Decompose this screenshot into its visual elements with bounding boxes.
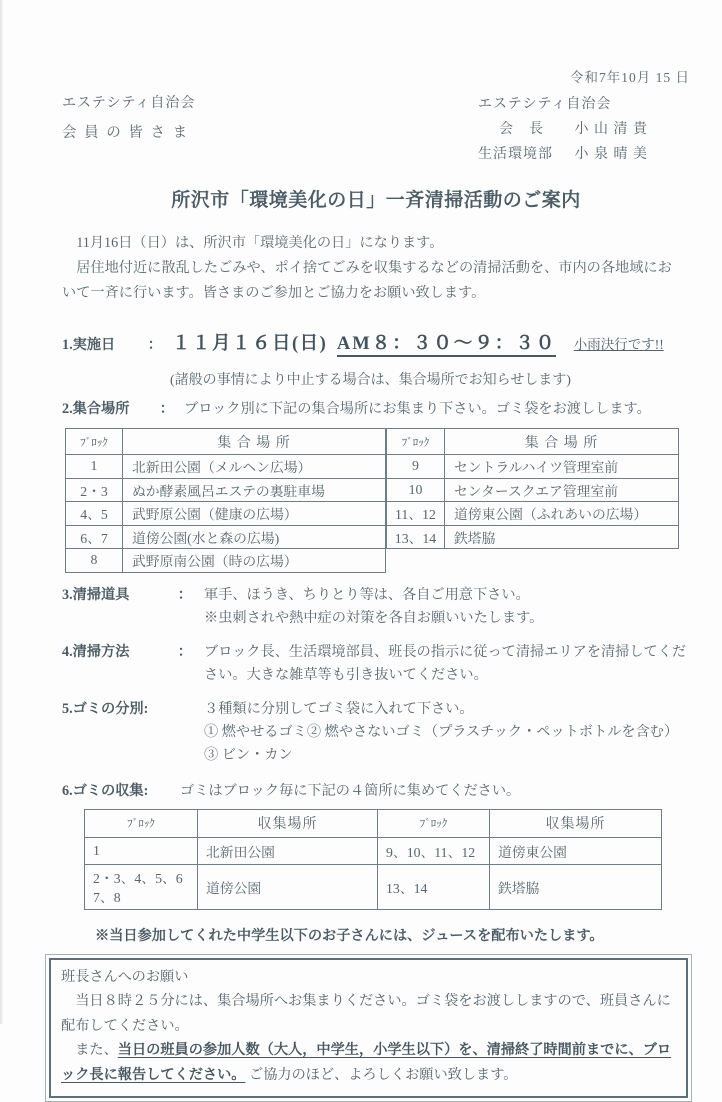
table-header-row — [85, 809, 662, 837]
place-cell: 北新田公園 — [198, 837, 378, 864]
box-line-3 — [61, 1038, 676, 1063]
header-block: ﾌﾞﾛｯｸ — [85, 809, 198, 837]
block-cell-line-2: 7、8 — [93, 888, 197, 907]
block-cell: 8 — [66, 549, 123, 573]
header-place: 集 合 場 所 — [123, 429, 386, 455]
section-3-line-1: 軍手、ほうき、ちりとり等は、各自ご用意下さい。 — [204, 584, 690, 607]
sender-role-chairman: 会 長 — [478, 117, 570, 142]
section-5-sorting — [62, 698, 690, 767]
place-cell: 武野原南公園（時の広場） — [123, 549, 386, 573]
box-line-4-underlined: ック長に報告してください。 — [61, 1067, 245, 1083]
box-line-4 — [61, 1063, 676, 1088]
place-cell: 道傍公園(水と森の広場) — [123, 525, 386, 549]
block-cell-line-1: 2・3、4、5、6 — [93, 869, 197, 888]
sender-block — [478, 92, 648, 167]
addressee-members: 会 員 の 皆 さ ま — [62, 121, 690, 142]
header-address-block — [62, 92, 690, 180]
section-2-meeting-place — [62, 398, 690, 421]
block-cell: 9、10、11、12 — [378, 837, 490, 864]
block-cell — [85, 864, 198, 909]
section-3-colon: ： — [178, 584, 192, 630]
block-cell: 9 — [387, 455, 445, 479]
section-5-line-3: ③ ビン・カン — [204, 744, 690, 767]
juice-note: ※当日参加してくれた中学生以下のお子さんには、ジュースを配布いたします。 — [95, 925, 690, 945]
header-block: ﾌﾞﾛｯｸ — [378, 809, 490, 837]
header-place: 収集場所 — [198, 809, 378, 837]
meeting-table-left — [65, 428, 386, 573]
meeting-table-right-container — [386, 428, 679, 549]
page-title: 所沢市「環境美化の日」一斉清掃活動のご案内 — [62, 185, 690, 212]
section-4-body — [204, 641, 690, 687]
section-3-tools — [62, 584, 690, 630]
box-line-3-underlined: 当日の班員の参加人数（大人，中学生，小学生以下）を、清掃終了時間前までに、ブロ — [118, 1042, 671, 1058]
table-row — [66, 549, 386, 573]
section-4-line-1: ブロック長、生活環境部員、班長の指示に従って清掃エリアを清掃してくだ — [204, 641, 690, 664]
table-row — [85, 864, 662, 909]
block-cell: 10 — [387, 478, 445, 502]
place-cell: セントラルハイツ管理室前 — [445, 455, 679, 479]
section-4-head — [62, 641, 192, 687]
section-3-line-2: ※虫刺されや熱中症の対策を各自お願いいたします。 — [204, 607, 690, 630]
block-cell: 4、5 — [66, 502, 123, 526]
place-cell: 武野原公園（健康の広場） — [123, 502, 386, 526]
block-cell: 1 — [66, 455, 123, 479]
box-title: 班長さんへのお願い — [61, 965, 676, 990]
section-5-label: 5.ゴミの分別: — [62, 698, 148, 767]
event-date: １１月１６日(日) — [172, 334, 327, 354]
section-4-label: 4.清掃方法 — [62, 641, 129, 687]
section-5-body — [204, 698, 690, 767]
leader-request-box — [45, 954, 692, 1102]
section-2-head — [62, 398, 174, 421]
section-2-colon: ： — [160, 398, 174, 421]
place-cell: センタースクエア管理室前 — [445, 478, 679, 502]
place-cell: ぬか酵素風呂エステの裏駐車場 — [123, 478, 386, 502]
box-line-1: 当日８時２５分には、集合場所へお集まりください。ゴミ袋をお渡ししますので、班員さんに — [61, 989, 676, 1014]
section-6-text: ゴミはブロック毎に下記の４箇所に集めてください。 — [180, 780, 690, 803]
table-row — [66, 455, 386, 479]
block-cell: 13、14 — [378, 864, 490, 909]
section-6-collection — [62, 780, 690, 803]
block-cell: 11、12 — [387, 502, 445, 526]
document-date: 令和7年10月 15 日 — [62, 66, 690, 86]
table-header-row — [387, 429, 679, 455]
section-3-body — [204, 584, 690, 630]
place-cell: 鉄塔脇 — [490, 864, 662, 909]
intro-line-1: 11月16日（日）は、所沢市「環境美化の日」になります。 — [62, 231, 690, 256]
intro-line-2: 居住地付近に散乱したごみや、ポイ捨てごみを収集するなどの清掃活動を、市内の各地域にお — [62, 256, 690, 281]
header-place: 集 合 場 所 — [445, 429, 679, 455]
section-5-line-2: ① 燃やせるゴミ② 燃やさないゴミ（プラスチック・ペットボトルを含む） — [204, 721, 690, 744]
intro-line-3: いて一斉に行います。皆さまのご参加とご協力をお願い致します。 — [62, 281, 690, 306]
collection-table — [84, 809, 662, 910]
section-1-body — [172, 333, 690, 357]
sender-chairman-line — [478, 117, 648, 142]
section-1-head — [62, 334, 162, 357]
section-6-head — [62, 780, 174, 803]
table-row — [387, 455, 679, 479]
table-header-row — [66, 429, 386, 455]
table-row — [387, 525, 679, 549]
block-cell: 1 — [85, 837, 198, 864]
section-6-label: 6.ゴミの収集: — [62, 780, 148, 803]
place-cell: 道傍東公園 — [490, 837, 662, 864]
section-2-label: 2.集合場所 — [62, 398, 129, 421]
section-1-label: 1.実施日 — [62, 334, 115, 357]
place-cell: 道傍公園 — [198, 864, 378, 909]
place-cell: 道傍東公園（ふれあいの広場） — [445, 502, 679, 526]
section-1-colon: ： — [148, 334, 162, 357]
header-place: 収集場所 — [490, 809, 662, 837]
meeting-table-right — [386, 428, 679, 549]
table-row — [66, 478, 386, 502]
section-5-line-1: ３種類に分別してゴミ袋に入れて下さい。 — [204, 698, 690, 721]
section-2-text: ブロック別に下記の集合場所にお集まり下さい。ゴミ袋をお渡しします。 — [184, 398, 690, 421]
block-cell: 13、14 — [387, 525, 445, 549]
cancel-note: (諸般の事情により中止する場合は、集合場所でお知らせします) — [170, 369, 690, 389]
leader-request-box-inner — [49, 958, 688, 1099]
place-cell: 鉄塔脇 — [445, 525, 679, 549]
sender-org: エステシティ自治会 — [478, 92, 648, 117]
meeting-place-tables — [65, 428, 690, 573]
intro-paragraph — [62, 231, 690, 306]
header-block: ﾌﾞﾛｯｸ — [66, 429, 123, 455]
section-4-method — [62, 641, 690, 687]
section-4-line-2: さい。大きな雑草等も引き抜いてください。 — [204, 664, 690, 687]
section-4-colon: ： — [178, 641, 192, 687]
sender-dept-line — [478, 142, 648, 167]
header-block: ﾌﾞﾛｯｸ — [387, 429, 445, 455]
rain-note: 小雨決行です!! — [574, 337, 664, 352]
box-line-3-prefix: また、 — [61, 1042, 118, 1058]
section-3-head — [62, 584, 192, 630]
table-row — [66, 502, 386, 526]
table-row — [85, 837, 662, 864]
event-time: AM８：３０～９：３０ — [337, 334, 556, 357]
section-3-label: 3.清掃道具 — [62, 584, 129, 630]
block-cell: 6、7 — [66, 525, 123, 549]
sender-name-dept: 小 泉 晴 美 — [575, 147, 649, 162]
box-line-2: 配布してください。 — [61, 1014, 676, 1039]
block-cell: 2・3 — [66, 478, 123, 502]
addressee-org: エステシティ自治会 — [62, 92, 690, 112]
table-row — [66, 525, 386, 549]
table-row — [387, 478, 679, 502]
sender-name-chairman: 小 山 清 貴 — [575, 122, 649, 137]
box-line-4-suffix: ご協力のほど、よろしくお願い致します。 — [249, 1067, 517, 1083]
section-5-head — [62, 698, 192, 767]
place-cell: 北新田公園（メルヘン広場） — [123, 455, 386, 479]
table-row — [387, 502, 679, 526]
sender-role-dept: 生活環境部 — [478, 142, 570, 167]
section-1-date — [62, 333, 690, 357]
